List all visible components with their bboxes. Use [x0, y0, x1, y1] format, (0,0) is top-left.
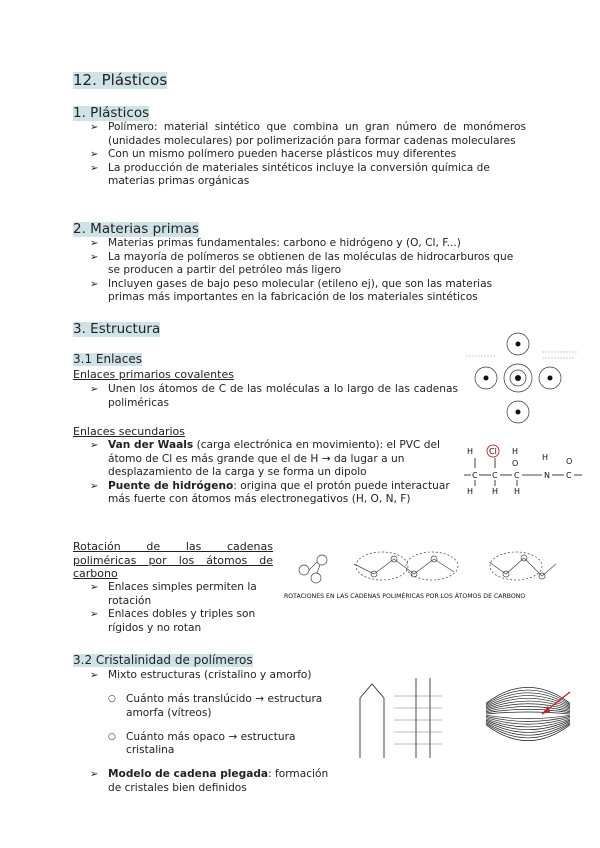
o-label: O — [512, 459, 519, 468]
crystal-lamella — [486, 719, 570, 727]
folded-chain-diagram — [350, 668, 460, 766]
primary-bonds-title: Enlaces primarios covalentes — [73, 368, 234, 381]
list-item: ➢ Modelo de cadena plegada: formación de cristales bien definidos — [90, 768, 344, 795]
list-item: ➢ Incluyen gases de bajo peso molecular (etileno ej), que son las materias primas más importantes en la fabricación de los materiales sintéticos — [90, 278, 526, 305]
list-item: ➢ Polímero: material sintético que combina un gran número de monómeros (unidades moleculares) por polimerización para formar cadenas moleculares — [90, 121, 526, 148]
h-label: H — [512, 447, 519, 456]
subsection-3-1-heading: 3.1 Enlaces — [73, 352, 143, 366]
page-title: 12. Plásticos — [73, 71, 168, 89]
list-item: ➢ Puente de hidrógeno: origina que el protón puede interactuar más fuerte con átomos más electronegativos (H, O, N, F) — [90, 480, 458, 507]
c-label: C — [566, 471, 572, 480]
list-item: ➢ Enlaces simples permiten la rotación — [90, 581, 276, 608]
covalent-bond-diagram — [462, 330, 584, 426]
section-3-heading: 3. Estructura — [73, 321, 161, 337]
h-label: H — [467, 487, 474, 496]
rotation-caption: ROTACIONES EN LAS CADENAS POLIMÉRICAS POR LOS ÁTOMOS DE CARBONO — [284, 593, 526, 600]
list-item: ➢ Con un mismo polímero pueden hacerse plásticos muy diferentes — [90, 148, 526, 162]
primary-bonds-list — [90, 383, 458, 410]
section-1-list — [90, 121, 526, 189]
list-item: ○ Cuánto más opaco → estructura cristalina — [90, 731, 344, 758]
h-label: H — [492, 487, 499, 496]
subsection-3-2-heading: 3.2 Cristalinidad de polímeros — [73, 653, 253, 667]
crystal-lamella — [486, 715, 570, 719]
section-2-heading: 2. Materias primas — [73, 221, 199, 237]
rotation-title: Rotación de las cadenas poliméricas por los átomos de carbono — [73, 540, 273, 580]
section-1-heading: 1. Plásticos — [73, 105, 150, 121]
chain-rotation-diagram — [284, 544, 568, 604]
list-item: ➢ Mixto estructuras (cristalino y amorfo) — [90, 669, 344, 683]
list-item: ○ Cuánto más translúcido → estructura amorfa (vítreos) — [90, 693, 344, 720]
h-label: H — [467, 447, 474, 456]
spherulite-diagram — [478, 666, 578, 764]
list-item: ➢ Enlaces dobles y triples son rígidos y no rotan — [90, 608, 276, 635]
crystal-lamella — [486, 712, 570, 714]
o-label: O — [566, 457, 573, 466]
h-label: H — [542, 453, 549, 462]
list-item: ➢ Unen los átomos de C de las moléculas a lo largo de las cadenas poliméricas — [90, 383, 458, 410]
crystallinity-list — [90, 669, 344, 795]
crystal-lamella — [486, 724, 570, 738]
n-label: N — [544, 471, 550, 480]
c-label: C — [472, 471, 478, 480]
list-item: ➢ Materias primas fundamentales: carbono e hidrógeno y (O, Cl, F...) — [90, 237, 526, 251]
list-item: ➢ La mayoría de polímeros se obtienen de las moléculas de hidrocarburos que se producen a partir del petróleo más ligero — [90, 251, 526, 278]
cl-label: Cl — [489, 447, 497, 456]
secondary-bonds-list — [90, 439, 458, 507]
c-label: C — [492, 471, 498, 480]
h-label: H — [514, 487, 521, 496]
list-item: ➢ Van der Waals (carga electrónica en movimiento): el PVC del átomo de Cl es más grande que el de H → da lugar a un desplazamiento de la carga y se forma un dipolo — [90, 439, 458, 480]
pvc-dipole-diagram — [462, 440, 584, 500]
section-2-list — [90, 237, 526, 305]
list-item: ➢ La producción de materiales sintéticos incluye la conversión química de materias primas orgánicas — [90, 162, 526, 189]
secondary-bonds-title: Enlaces secundarios — [73, 425, 186, 438]
rotation-list — [90, 581, 276, 635]
c-label: C — [514, 471, 520, 480]
